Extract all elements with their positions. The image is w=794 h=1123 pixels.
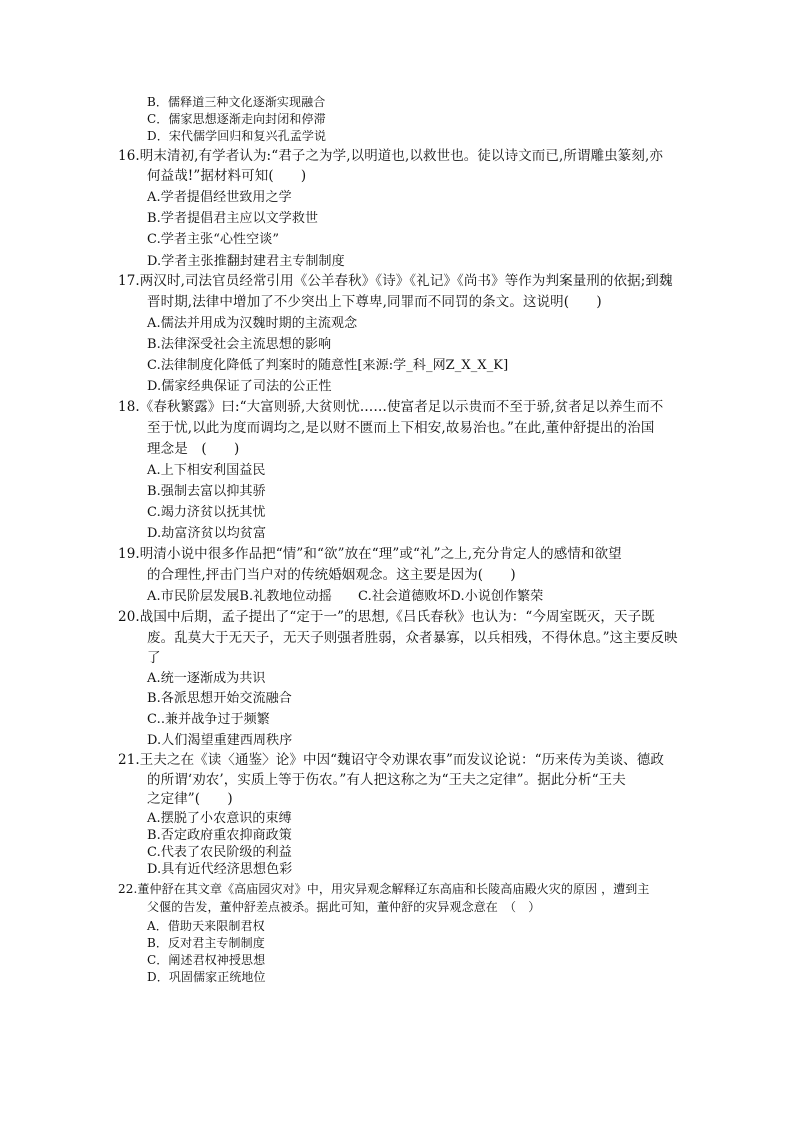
- q20-stem-line2: 废。乱莫大于无天子，无天子则强者胜弱，众者暴寡，以兵相残，不得休息。”这主要反映: [147, 630, 678, 646]
- q21-stem-line2: 的所谓‘劝农’，实质上等于伤农。”有人把这称之为“王夫之定律”。据此分析“王夫: [147, 772, 626, 788]
- q20-option-c: C..兼并战争过于频繁: [147, 712, 270, 727]
- q21-option-a: A.摆脱了小农意识的束缚: [147, 811, 292, 826]
- q16-stem-line1: 16.明末清初,有学者认为:“君子之为学,以明道也,以救世也。徒以诗文而已,所谓雕虫篆刻,亦: [118, 148, 663, 164]
- q17-option-a: A.儒法并用成为汉魏时期的主流观念: [147, 316, 358, 331]
- q16-option-d: D.学者主张推翻封建君主专制制度: [147, 254, 345, 269]
- q20-stem-line3: 了: [147, 650, 161, 666]
- q17-stem-line1: 17.两汉时,司法官员经常引用《公羊春秋》《诗》《礼记》《尚书》等作为判案量刑的依据;到魏: [118, 273, 673, 289]
- q15-option-b: B．儒释道三种文化逐渐实现融合: [147, 95, 326, 109]
- q16-option-b: B.学者提倡君主应以文学救世: [147, 211, 319, 226]
- q21-stem-line1: 21.王夫之在《读〈通鉴〉论》中因“魏诏守令劝课农事”而发议论说：“历来传为美谈、德政: [118, 752, 664, 768]
- q16-option-a: A.学者提倡经世致用之学: [147, 190, 292, 205]
- q16-stem-line2: 何益哉!”据材料可知( ): [147, 168, 307, 184]
- q17-option-d: D.儒家经典保证了司法的公正性: [147, 379, 332, 394]
- q18-option-c: C.竭力济贫以抚其忧: [147, 505, 266, 520]
- q19-options: A.市民阶层发展B.礼教地位动摇 C.社会道德败坏D.小说创作繁荣: [147, 589, 544, 604]
- q21-option-b: B.否定政府重农抑商政策: [147, 828, 292, 843]
- q21-option-d: D.具有近代经济思想色彩: [147, 862, 293, 877]
- q21-stem-line3: 之定律”( ): [147, 791, 233, 807]
- q18-option-a: A.上下相安利国益民: [147, 463, 266, 478]
- q18-option-b: B.强制去富以抑其骄: [147, 484, 266, 499]
- q20-option-b: B.各派思想开始交流融合: [147, 691, 292, 706]
- q17-option-c: C.法律制度化降低了判案时的随意性[来源:学_科_网Z_X_X_K]: [147, 358, 509, 373]
- q22-stem-line2: 父偃的告发，董仲舒差点被杀。据此可知，董仲舒的灾异观念意在 （ ）: [147, 900, 541, 914]
- q22-option-c: C．阐述君权神授思想: [147, 953, 266, 967]
- q20-option-a: A.统一逐渐成为共识: [147, 671, 266, 686]
- q22-option-a: A．借助天来限制君权: [147, 919, 265, 933]
- q16-option-c: C.学者主张“心性空谈”: [147, 232, 280, 247]
- q15-option-c: C．儒家思想逐渐走向封闭和停滞: [147, 112, 326, 126]
- q22-option-d: D．巩固儒家正统地位: [147, 970, 266, 984]
- q18-stem-line2: 至于忧,以此为度而调均之,是以财不匮而上下相安,故易治也。”在此,董仲舒提出的治国: [147, 420, 655, 436]
- q21-option-c: C.代表了农民阶级的利益: [147, 845, 292, 860]
- q22-stem-line1: 22.董仲舒在其文章《高庙园灾对》中，用灾异观念解释辽东高庙和长陵高庙殿火灾的原因 ，遭到主: [118, 882, 650, 896]
- q15-option-d: D．宋代儒学回归和复兴孔孟学说: [147, 129, 327, 143]
- q18-option-d: D.劫富济贫以均贫富: [147, 526, 267, 541]
- q18-stem-line3: 理念是 ( ): [147, 441, 240, 457]
- q22-option-b: B．反对君主专制制度: [147, 936, 265, 950]
- q19-stem-line1: 19.明清小说中很多作品把“情”和“欲”放在“理”或“礼”之上,充分肯定人的感情和欲望: [118, 546, 622, 562]
- q18-stem-line1: 18.《春秋繁露》曰:“大富则骄,大贫则忧……使富者足以示贵而不至于骄,贫者足以养生而不: [118, 399, 664, 415]
- q20-option-d: D.人们渴望重建西周秩序: [147, 733, 293, 748]
- q20-stem-line1: 20.战国中后期，孟子提出了“定于一”的思想,《吕氏春秋》也认为：“今周室既灭，天子既: [118, 609, 655, 625]
- q17-stem-line2: 晋时期,法律中增加了不少突出上下尊卑,同罪而不同罚的条文。这说明( ): [147, 294, 602, 310]
- q19-stem-line2: 的合理性,抨击门当户对的传统婚姻观念。这主要是因为( ): [147, 567, 516, 583]
- q17-option-b: B.法律深受社会主流思想的影响: [147, 337, 332, 352]
